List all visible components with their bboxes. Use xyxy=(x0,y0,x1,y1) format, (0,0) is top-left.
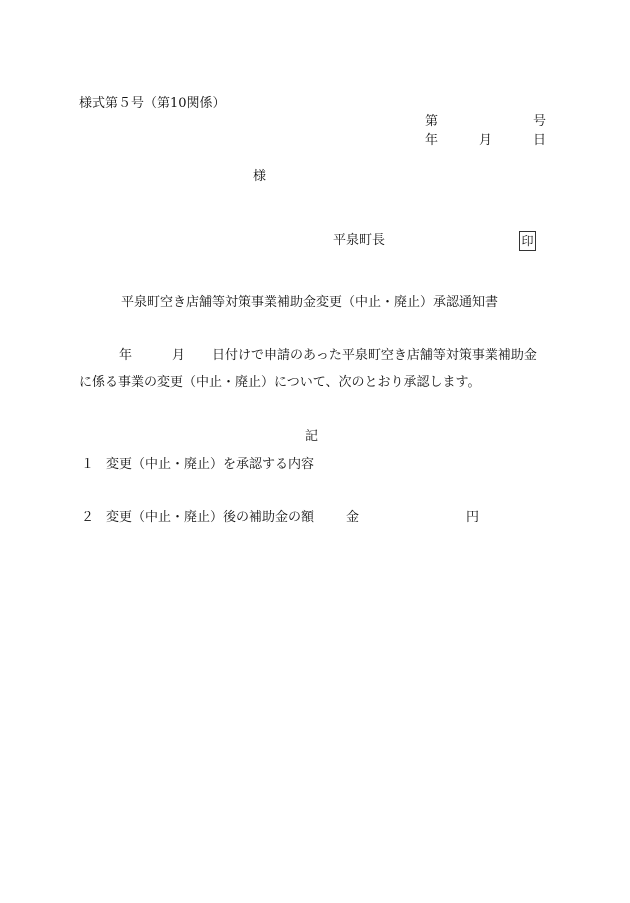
date-month: 月 xyxy=(479,133,493,148)
item-1-number: １ xyxy=(81,457,95,472)
item-2-amount-prefix: 金 xyxy=(346,510,360,525)
issuer-name: 平泉町長 xyxy=(333,233,386,248)
body-year: 年 xyxy=(119,348,133,363)
body-line2-text: に係る事業の変更（中止・廃止）について、次のとおり承認します。 xyxy=(79,375,481,390)
doc-number-go: 号 xyxy=(533,114,547,129)
document-title: 平泉町空き店舗等対策事業補助金変更（中止・廃止）承認通知書 xyxy=(121,295,499,310)
seal-mark: 印 xyxy=(519,231,536,251)
item-2-amount-unit: 円 xyxy=(466,510,480,525)
item-1-label: 変更（中止・廃止）を承認する内容 xyxy=(106,457,315,472)
item-2-number: ２ xyxy=(81,510,95,525)
addressee-suffix: 様 xyxy=(253,169,267,184)
date-day: 日 xyxy=(533,133,547,148)
body-line1-text: 日付けで申請のあった平泉町空き店舗等対策事業補助金 xyxy=(212,348,537,363)
form-number: 様式第５号（第10関係） xyxy=(79,96,226,111)
date-year: 年 xyxy=(425,133,439,148)
ki-heading: 記 xyxy=(305,429,319,444)
doc-number-dai: 第 xyxy=(425,114,439,129)
body-month: 月 xyxy=(172,348,186,363)
item-2-label: 変更（中止・廃止）後の補助金の額 xyxy=(106,510,315,525)
